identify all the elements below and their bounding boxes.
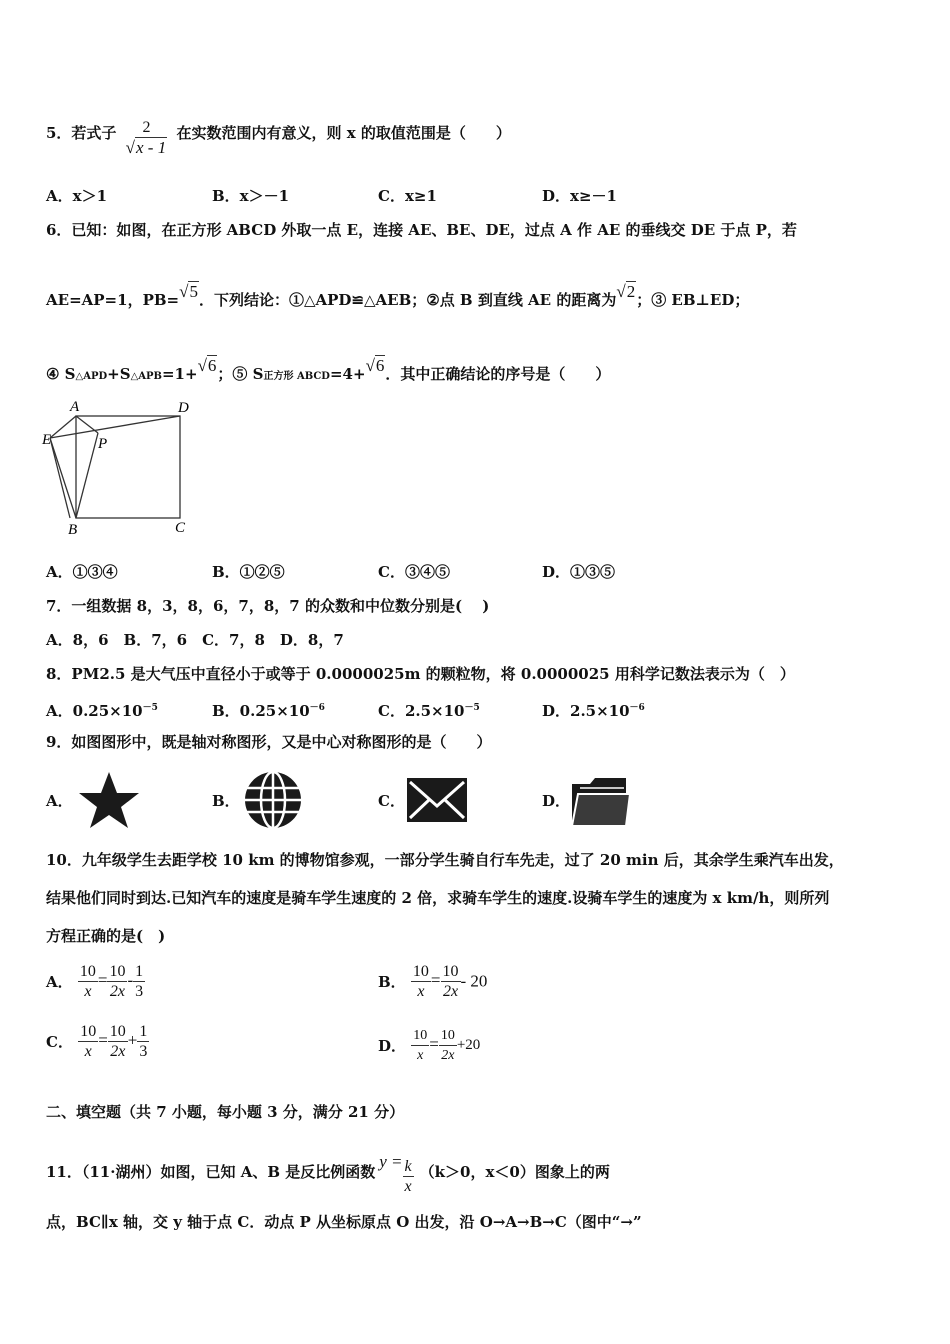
q5-prefix: 5．若式子: [46, 124, 117, 142]
q6-sub1: △APD: [75, 371, 108, 382]
q6-line3: [46, 356, 610, 387]
q10-c-n2: 10: [109, 1023, 126, 1040]
q11-fraction: [403, 1157, 414, 1196]
section2-title: 二、填空题（共 7 小题，每小题 3 分，满分 21 分）: [46, 1103, 405, 1121]
q11-line2: 点，BC∥x 轴，交 y 轴于点 C．动点 P 从坐标原点 O 出发，沿 O→A→B→C（图中“→”: [46, 1213, 642, 1231]
q5-frac-den: x - 1: [136, 138, 167, 157]
q10-b-frac2: [441, 962, 461, 1001]
q9-option-a: A．: [46, 792, 73, 810]
q6-sub3: 正方形 ABCD: [263, 371, 330, 382]
q10-option-c: [46, 1022, 149, 1061]
q10-c-label: C．: [46, 1033, 73, 1051]
label-b: B: [68, 522, 78, 538]
q10-line3: 方程正确的是( ): [46, 927, 166, 945]
q8-option-d: [542, 698, 645, 721]
q6-line2: [46, 282, 749, 310]
q10-a-frac2: [107, 962, 127, 1001]
q11-frac-num: k: [404, 1158, 412, 1175]
segment-ap: [76, 416, 98, 433]
q5-line: [46, 118, 511, 158]
q9-option-b: B．: [212, 792, 240, 810]
q5-frac-den-wrap: [124, 138, 170, 158]
segment-eb2: [50, 438, 70, 518]
q6-sqrt6b-val: 6: [375, 356, 385, 375]
q10-a-d1: x: [84, 983, 92, 1000]
q8-b-exp: －6: [309, 703, 325, 713]
q6-eq2: =4+: [329, 365, 366, 383]
globe-icon: [240, 768, 306, 832]
star-icon: [76, 768, 142, 832]
q10-a-d3: 3: [135, 983, 144, 1000]
q10-b-eq: =: [430, 970, 441, 990]
folder-icon: [568, 770, 634, 832]
q11-y-eq: y =: [379, 1152, 403, 1171]
q6-option-c: C．③④⑤: [378, 563, 450, 581]
q10-option-b: [378, 962, 487, 1001]
q10-d-eq: =: [429, 1034, 439, 1054]
label-p: P: [98, 436, 108, 452]
q10-d-frac2: [439, 1026, 457, 1065]
q10-b-op: - 20: [460, 971, 488, 991]
q10-c-d3: 3: [139, 1043, 148, 1060]
q6-eq1: =1+: [161, 365, 198, 383]
label-e: E: [42, 432, 52, 448]
q9-text: 9．如图图形中，既是轴对称图形，又是中心对称图形的是（ ）: [46, 733, 492, 751]
q7-options: A．8，6 B．7，6 C．7，8 D．8，7: [46, 631, 344, 649]
label-d: D: [178, 400, 189, 416]
q10-c-d1: x: [84, 1043, 92, 1060]
q6-sqrt5-val: 5: [189, 282, 198, 301]
q10-d-d1: x: [417, 1048, 424, 1063]
q6-line2a: AE=AP=1，PB=: [46, 291, 180, 309]
sqrt-icon: √x - 1: [125, 138, 167, 157]
q8-text: 8．PM2.5 是大气压中直径小于或等于 0.0000025m 的颗粒物，将 0.0000025 用科学记数法表示为（ ）: [46, 665, 795, 683]
q8-a-label: A．0.25×10: [46, 702, 143, 720]
q6-line1: 6．已知：如图，在正方形 ABCD 外取一点 E，连接 AE、BE、DE，过点 A 作 AE 的垂线交 DE 于点 P，若: [46, 221, 797, 239]
q8-a-exp: －5: [142, 703, 158, 713]
q6-sub2: △APB: [130, 371, 162, 382]
q11-suffix: （k＞0，x＜0）图象上的两: [419, 1163, 610, 1181]
q11-prefix: 11．（11·湖州）如图，已知 A、B 是反比例函数: [46, 1163, 376, 1181]
q5-fraction: [124, 118, 170, 158]
q5-suffix: 在实数范围内有意义，则 x 的取值范围是（ ）: [176, 124, 511, 142]
q10-a-n1: 10: [79, 963, 96, 980]
q10-d-d2: 2x: [441, 1048, 455, 1063]
q10-a-frac1: [78, 962, 98, 1001]
q10-d-label: D．: [378, 1037, 407, 1055]
q8-option-b: [212, 698, 325, 721]
q10-a-d2: 2x: [109, 983, 126, 1000]
q6-plus: +S: [107, 365, 131, 383]
q10-c-frac2: [108, 1022, 128, 1061]
q5-option-d: D．x≥－1: [542, 187, 617, 205]
q10-b-frac1: [411, 962, 431, 1001]
q6-mid: ；⑤ S: [217, 365, 264, 383]
q9-option-d: D．: [542, 792, 571, 810]
q8-c-exp: －5: [464, 703, 480, 713]
q6-square-figure: [40, 396, 200, 541]
q8-c-label: C．2.5×10: [378, 702, 465, 720]
q6-line2c: ；③ EB⊥ED；: [636, 291, 750, 309]
q11-frac-den: x: [404, 1178, 412, 1195]
q8-d-label: D．2.5×10: [542, 702, 630, 720]
q5-option-a: A．x＞1: [46, 187, 108, 205]
q7-text: 7．一组数据 8，3，8，6，7，8，7 的众数和中位数分别是( ): [46, 597, 490, 615]
q10-c-eq: =: [98, 1030, 108, 1050]
q10-c-frac1: [78, 1022, 98, 1061]
q10-d-n1: 10: [411, 1026, 429, 1046]
envelope-icon: [404, 772, 470, 828]
q6-sqrt6a-val: 6: [207, 356, 217, 375]
q5-frac-num: 2: [142, 119, 151, 136]
q5-option-c: C．x≥1: [378, 187, 437, 205]
q10-option-a: [46, 962, 145, 1001]
q6-option-b: B．①②⑤: [212, 563, 285, 581]
q8-option-a: [46, 698, 158, 721]
label-c: C: [175, 520, 186, 536]
q10-a-n3: 1: [135, 963, 144, 980]
q10-option-d: [378, 1026, 480, 1065]
q10-a-label: A．: [46, 973, 73, 991]
q9-option-c: C．: [378, 792, 405, 810]
q6-line2b: ．下列结论：①△APD≌△AEB；②点 B 到直线 AE 的距离为: [198, 291, 617, 309]
q10-b-d2: 2x: [442, 983, 459, 1000]
q10-a-eq: =: [97, 970, 108, 990]
q10-c-op: +: [127, 1030, 138, 1050]
q10-c-d2: 2x: [110, 1043, 126, 1060]
q10-line1: 10．九年级学生去距学校 10 km 的博物馆参观，一部分学生骑自行车先走，过了 20 min 后，其余学生乘汽车出发，: [46, 851, 844, 869]
q6-s1: ④ S: [46, 365, 76, 383]
q11-line1: [46, 1152, 610, 1196]
label-a: A: [70, 399, 80, 415]
q10-b-d1: x: [417, 983, 425, 1000]
q10-d-n2: 10: [439, 1026, 457, 1046]
q6-sqrt5: √5: [179, 282, 198, 301]
q6-option-d: D．①③⑤: [542, 563, 616, 581]
q10-b-label: B．: [378, 973, 406, 991]
segment-ed: [50, 416, 180, 438]
q10-c-frac3: [137, 1022, 149, 1061]
q6-sqrt6a: √6: [197, 356, 217, 375]
q6-sqrt2: √2: [616, 282, 636, 301]
q10-d-frac1: [411, 1026, 429, 1065]
q10-a-frac3: [133, 962, 145, 1001]
q6-sqrt2-val: 2: [626, 282, 636, 301]
q8-b-label: B．0.25×10: [212, 702, 310, 720]
q8-d-exp: －6: [629, 703, 645, 713]
segment-eb: [50, 438, 76, 518]
q10-a-op: -: [127, 970, 134, 990]
q10-line2: 结果他们同时到达.已知汽车的速度是骑车学生速度的 2 倍，求骑车学生的速度.设骑车学生的速度为 x km/h，则所列: [46, 889, 830, 907]
q10-d-op: +20: [456, 1037, 481, 1053]
q5-option-b: B．x＞－1: [212, 187, 290, 205]
q6-sqrt6b: √6: [365, 356, 385, 375]
q10-c-n1: 10: [80, 1023, 97, 1040]
q8-option-c: [378, 698, 480, 721]
q10-c-n3: 1: [139, 1023, 148, 1040]
q6-end: ．其中正确结论的序号是（ ）: [385, 365, 611, 383]
segment-pb: [76, 433, 98, 518]
q10-b-n2: 10: [442, 963, 459, 980]
q6-option-a: A．①③④: [46, 563, 118, 581]
q10-b-n1: 10: [412, 963, 429, 980]
q10-a-n2: 10: [109, 963, 126, 980]
